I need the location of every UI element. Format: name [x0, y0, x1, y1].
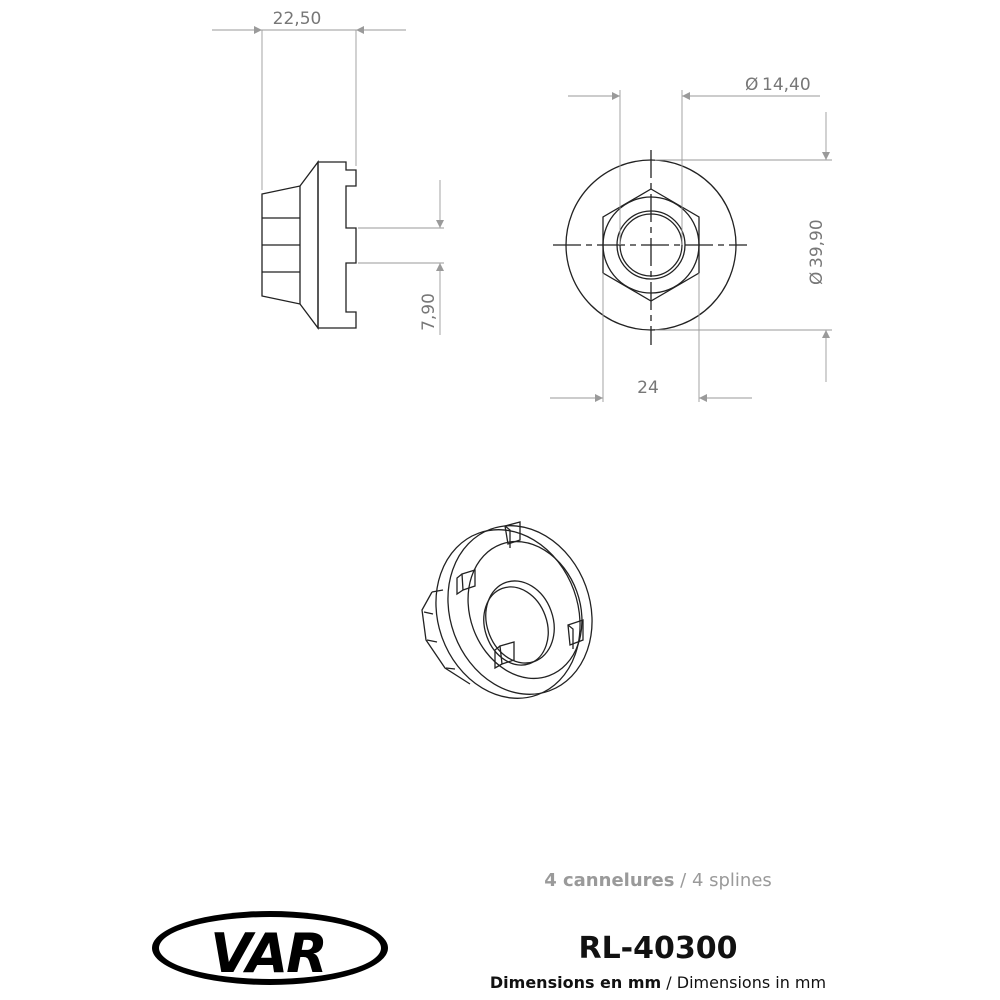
units-separator: /	[661, 973, 677, 992]
splines-label-fr: 4 cannelures	[544, 870, 675, 891]
inner-diameter-symbol: Ø	[745, 75, 759, 95]
spline-width-dimension: 7,90	[419, 293, 439, 331]
isometric-view	[413, 505, 615, 719]
inner-diameter-dimension: 14,40	[762, 75, 811, 95]
length-dimension: 22,50	[272, 9, 322, 29]
splines-label	[544, 870, 772, 891]
product-reference: RL-40300	[578, 931, 738, 966]
splines-label-en: 4 splines	[691, 870, 772, 891]
var-logo	[152, 911, 388, 985]
units-label	[490, 973, 826, 992]
hex-size-dimension: 24	[637, 378, 659, 398]
var-logo-text: VAR	[210, 922, 326, 985]
units-label-en: Dimensions in mm	[676, 973, 827, 992]
outer-diameter-symbol: Ø	[807, 271, 827, 285]
splines-separator: /	[674, 870, 692, 891]
outer-diameter-dimension: 39,90	[807, 219, 827, 268]
side-view	[212, 9, 444, 335]
units-label-fr: Dimensions en mm	[489, 973, 662, 992]
front-view	[550, 75, 832, 402]
